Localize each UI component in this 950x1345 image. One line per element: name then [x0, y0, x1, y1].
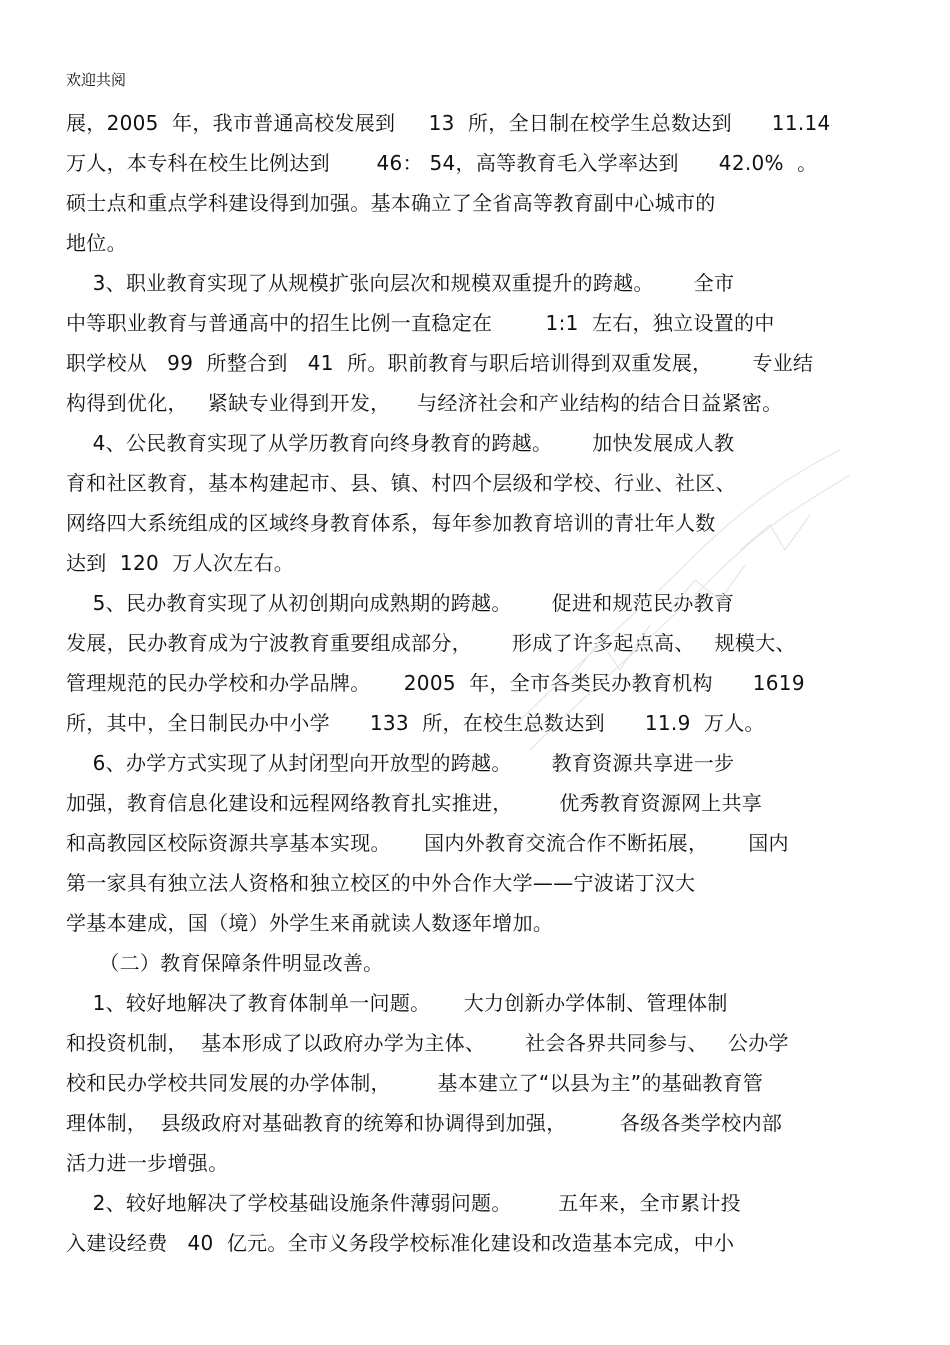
- text-line: 展，2005 年，我市普通高校发展到 13 所，全日制在校学生总数达到 11.14: [66, 111, 831, 135]
- text-line: 构得到优化， 紧缺专业得到开发， 与经济社会和产业结构的结合日益紧密。: [66, 391, 783, 415]
- text-line: 和投资机制， 基本形成了以政府办学为主体、 社会各界共同参与、 公办学: [66, 1031, 789, 1055]
- text-line: 2、较好地解决了学校基础设施条件薄弱问题。 五年来，全市累计投: [66, 1191, 741, 1215]
- text-line: 硕士点和重点学科建设得到加强。基本确立了全省高等教育副中心城市的: [66, 191, 716, 215]
- text-line: 5、民办教育实现了从初创期向成熟期的跨越。 促进和规范民办教育: [66, 591, 735, 615]
- text-line: 学基本建成，国（境）外学生来甬就读人数逐年增加。: [66, 911, 554, 935]
- text-line: 职学校从 99 所整合到 41 所。职前教育与职后培训得到双重发展， 专业结: [66, 351, 814, 375]
- text-line: 管理规范的民办学校和办学品牌。 2005 年，全市各类民办教育机构 1619: [66, 671, 805, 695]
- text-line: 中等职业教育与普通高中的招生比例一直稳定在 1:1 左右，独立设置的中: [66, 311, 775, 335]
- text-line: 1、较好地解决了教育体制单一问题。 大力创新办学体制、管理体制: [66, 991, 728, 1015]
- text-line: 3、职业教育实现了从规模扩张向层次和规模双重提升的跨越。 全市: [66, 271, 735, 295]
- text-line: 校和民办学校共同发展的办学体制， 基本建立了“以县为主”的基础教育管: [66, 1071, 764, 1095]
- text-line: 入建设经费 40 亿元。全市义务段学校标准化建设和改造基本完成，中小: [66, 1231, 735, 1255]
- text-line: 网络四大系统组成的区域终身教育体系，每年参加教育培训的青壮年人数: [66, 511, 716, 535]
- text-line: 理体制， 县级政府对基础教育的统筹和协调得到加强， 各级各类学校内部: [66, 1111, 783, 1135]
- text-line: 和高教园区校际资源共享基本实现。 国内外教育交流合作不断拓展， 国内: [66, 831, 789, 855]
- text-line: 6、办学方式实现了从封闭型向开放型的跨越。 教育资源共享进一步: [66, 751, 735, 775]
- document-body: [66, 103, 886, 1263]
- text-line: 万人，本专科在校生比例达到 46： 54，高等教育毛入学率达到 42.0% 。: [66, 151, 818, 175]
- text-line: 加强，教育信息化建设和远程网络教育扎实推进， 优秀教育资源网上共享: [66, 791, 763, 815]
- text-line: 4、公民教育实现了从学历教育向终身教育的跨越。 加快发展成人教: [66, 431, 735, 455]
- page-header: 欢迎共阅: [66, 71, 127, 89]
- text-line: （二）教育保障条件明显改善。: [66, 951, 384, 975]
- text-line: 发展，民办教育成为宁波教育重要组成部分， 形成了许多起点高、 规模大、: [66, 631, 796, 655]
- text-line: 育和社区教育，基本构建起市、县、镇、村四个层级和学校、行业、社区、: [66, 471, 736, 495]
- text-line: 第一家具有独立法人资格和独立校区的中外合作大学——宁波诺丁汉大: [66, 871, 696, 895]
- text-line: 达到 120 万人次左右。: [66, 551, 295, 575]
- text-line: 所，其中，全日制民办中小学 133 所，在校生总数达到 11.9 万人。: [66, 711, 765, 735]
- text-line: 活力进一步增强。: [66, 1151, 229, 1175]
- text-line: 地位。: [66, 231, 127, 255]
